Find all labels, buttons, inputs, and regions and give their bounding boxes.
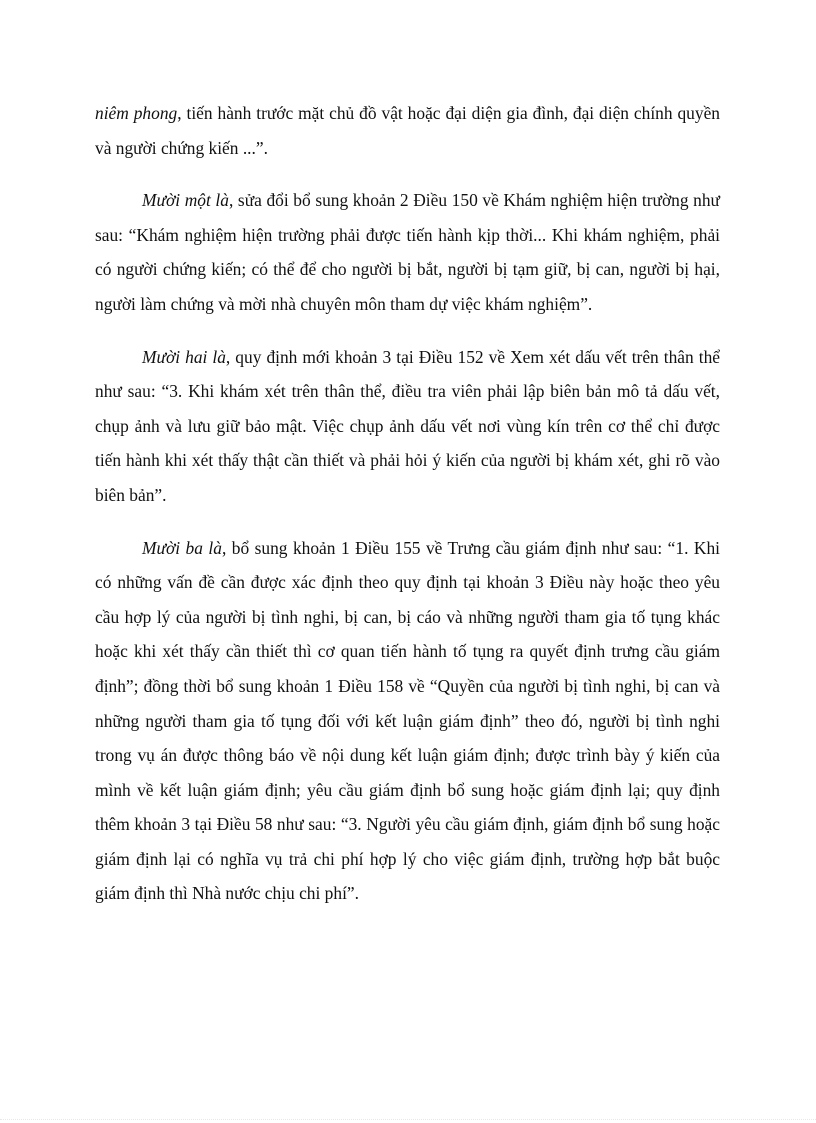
document-body — [95, 96, 720, 929]
paragraph-continuation — [95, 96, 720, 165]
paragraph-lead: Mười ba là — [142, 537, 222, 558]
paragraph-lead: Mười hai là — [142, 346, 226, 367]
paragraph-text: , quy định mới khoản 3 tại Điều 152 về Xem xét dấu vết trên thân thể như sau: “3. Khi khám xét trên thân thể, điều tra viên phải lập biên bản mô tả dấu vết, chụp ảnh và lưu giữ bảo mật. Việc chụp ảnh dấu vết nơi vùng kín trên cơ thể chỉ được tiến hành khi xét thấy thật cần thiết và phải hỏi ý kiến của người bị khám xét, ghi rõ vào biên bản”. — [95, 346, 720, 505]
paragraph-text: , sửa đổi bổ sung khoản 2 Điều 150 về Khám nghiệm hiện trường như sau: “Khám nghiệm hiện trường phải được tiến hành kịp thời... Khi khám nghiệm, phải có người chứng kiến; có thể để cho người bị bắt, người bị tạm giữ, bị can, người bị hại, người làm chứng và mời nhà chuyên môn tham dự việc khám nghiệm”. — [95, 190, 720, 314]
paragraph-item-13 — [95, 531, 720, 912]
paragraph-text: , bổ sung khoản 1 Điều 155 về Trưng cầu giám định như sau: “1. Khi có những vấn đề cần được xác định theo quy định tại khoản 3 Điều này hoặc theo yêu cầu hợp lý của người bị tình nghi, bị can, bị cáo và những người tham gia tố tụng khác hoặc khi xét thấy cần thiết thì cơ quan tiến hành tố tụng ra quyết định trưng cầu giám định”; đồng thời bổ sung khoản 1 Điều 158 về “Quyền của người bị tình nghi, bị can và những người tham gia tố tụng đối với kết luận giám định” theo đó, người bị tình nghi trong vụ án được thông báo về nội dung kết luận giám định; được trình bày ý kiến của mình về kết luận giám định; yêu cầu giám định bổ sung hoặc giám định lại; quy định thêm khoản 3 tại Điều 58 như sau: “3. Người yêu cầu giám định, giám định bổ sung hoặc giám định lại có nghĩa vụ trả chi phí hợp lý cho việc giám định, trường hợp bắt buộc giám định thì Nhà nước chịu chi phí”. — [95, 537, 720, 904]
paragraph-item-12 — [95, 340, 720, 513]
paragraph-lead: niêm phong — [95, 103, 178, 123]
paragraph-item-11 — [95, 183, 720, 321]
paragraph-lead: Mười một là — [142, 190, 229, 211]
page-bottom-divider — [0, 1119, 816, 1120]
paragraph-text: , tiến hành trước mặt chủ đồ vật hoặc đại diện gia đình, đại diện chính quyền và người chứng kiến ...”. — [95, 103, 720, 158]
